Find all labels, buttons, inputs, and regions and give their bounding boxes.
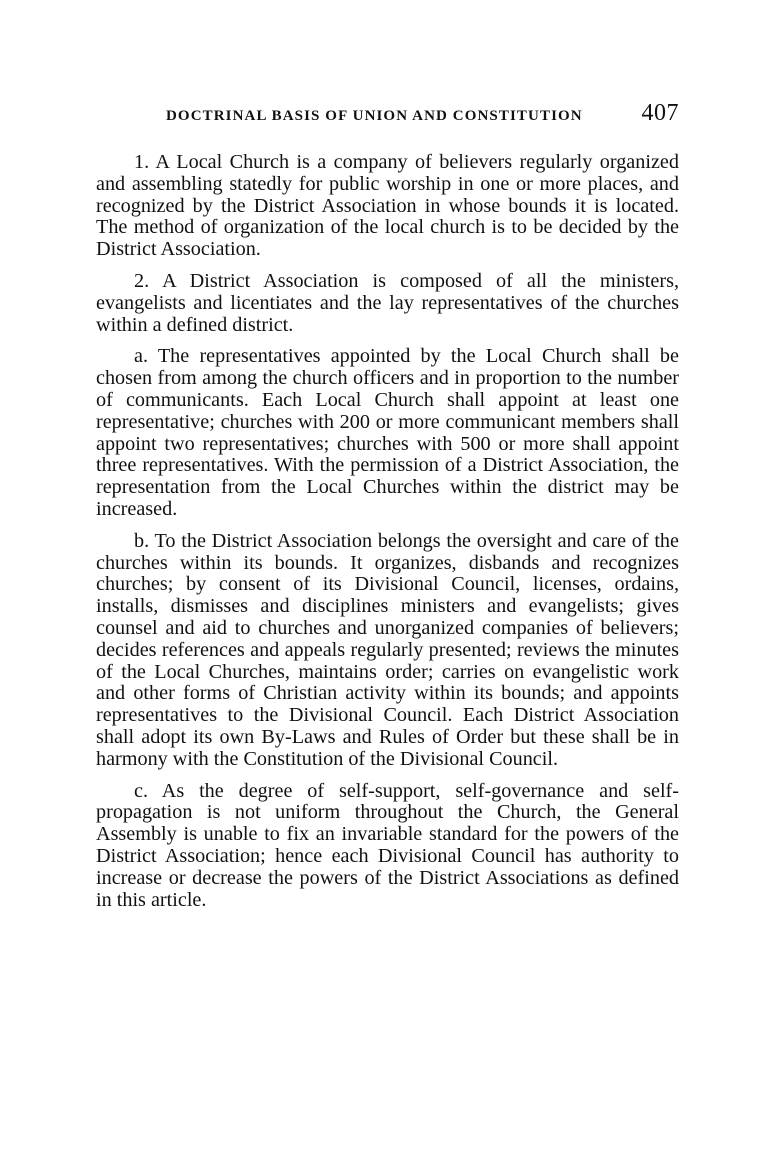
- paragraph-1-local-church: 1. A Local Church is a company of believers regularly organized and assembling statedly for public worship in one or more places, and recognized by the District Association in whose bounds it is located. The method of organization of the local church is to be decided by the District Association.: [96, 151, 679, 261]
- paragraph-c-powers: c. As the degree of self-support, self-governance and self-propagation is not uniform throughout the Church, the General Assembly is unable to fix an invariable standard for the powers of the District Association; hence each Divisional Council has authority to increase or decrease the powers of the District Associations as defined in this article.: [96, 779, 679, 911]
- body-text: [96, 152, 679, 921]
- paragraph-b-oversight: b. To the District Association belongs the oversight and care of the churches within its bounds. It organizes, disbands and recognizes churches; by consent of its Divisional Council, licenses, ordains, installs, dismisses and disciplines ministers and evangelists; gives counsel and aid to churches and unorganized companies of believers; decides references and appeals regularly presented; reviews the minutes of the Local Churches, maintains order; carries on evangelistic work and other forms of Christian activity within its bounds; and appoints representatives to the Divisional Council. Each District Association shall adopt its own By-Laws and Rules of Order but these shall be in harmony with the Constitution of the Divisional Council.: [96, 529, 679, 770]
- page-number: 407: [641, 100, 679, 126]
- running-title: DOCTRINAL BASIS OF UNION AND CONSTITUTION: [166, 108, 583, 124]
- paragraph-a-representatives: a. The representatives appointed by the Local Church shall be chosen from among the church officers and in proportion to the number of communicants. Each Local Church shall appoint at least one representative; churches with 200 or more communicant members shall appoint two representatives; churches with 500 or more shall appoint three representatives. With the permission of a District Association, the representation from the Local Churches within the district may be increased.: [96, 345, 679, 520]
- running-head: [96, 100, 679, 136]
- paragraph-2-district-association: 2. A District Association is composed of all the ministers, evangelists and licentiates and the lay representatives of the churches within a defined district.: [96, 269, 679, 336]
